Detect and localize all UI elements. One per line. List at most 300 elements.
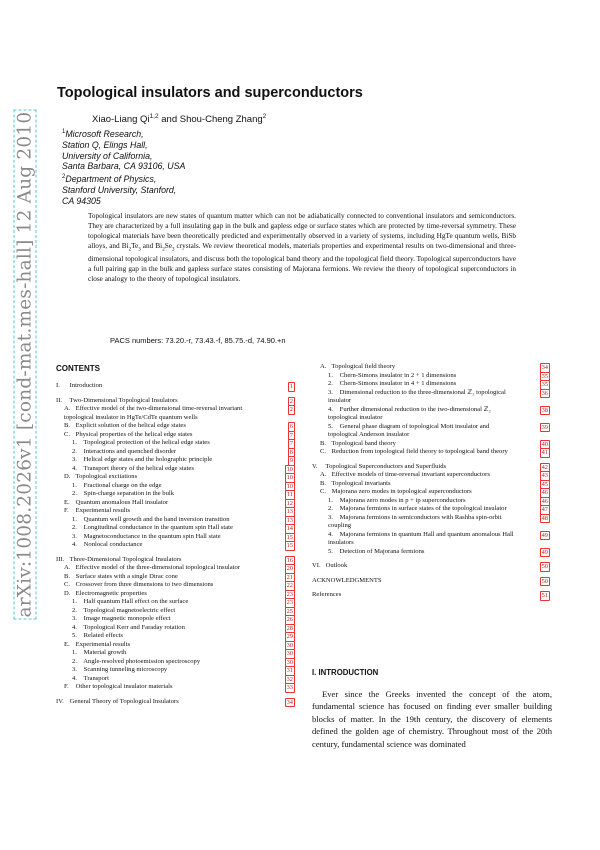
toc-entry-number: 3.: [72, 666, 77, 673]
toc-entry-label: Surface states with a single Dirac cone: [75, 572, 178, 580]
toc-entry[interactable]: [312, 497, 550, 506]
toc-entry[interactable]: [56, 607, 295, 616]
pacs-numbers: PACS numbers: 73.20.-r, 73.43.-f, 85.75.-d, 74.90.+n: [110, 336, 286, 345]
toc-entry-text: [64, 499, 269, 508]
toc-entry-number: 4.: [328, 405, 333, 413]
toc-entry-label: Chern-Simons insulator in 2 + 1 dimensions: [339, 371, 457, 379]
toc-entry-text: [328, 505, 518, 514]
toc-entry-text: [72, 456, 262, 465]
toc-entry-number: F.: [64, 683, 69, 690]
toc-entry-text: [320, 448, 525, 457]
toc-entry[interactable]: [56, 658, 295, 667]
toc-entry[interactable]: [56, 666, 295, 675]
toc-entry-text: [64, 564, 269, 573]
toc-entry[interactable]: [312, 591, 550, 600]
toc-entry-label: Fractional charge on the edge: [83, 481, 162, 489]
affiliation-text: CA 94305: [62, 195, 101, 206]
toc-entry-label: ACKNOWLEDGMENTS: [312, 576, 382, 584]
toc-page-link[interactable]: 30: [286, 641, 293, 649]
toc-entry-label: Material growth: [83, 649, 127, 656]
toc-entry-label: Other topological insulator materials: [75, 683, 173, 690]
toc-entry[interactable]: [56, 581, 295, 590]
toc-page-link[interactable]: 39: [541, 423, 548, 431]
affiliation-line: [62, 151, 185, 162]
toc-entry-label: Topological protection of the helical edge states: [83, 439, 210, 446]
toc-entry-text: [312, 591, 527, 600]
toc-entry-label: Magnetoconductance in the quantum spin Hall state: [83, 532, 221, 540]
toc-entry-label: Related effects: [83, 632, 123, 639]
author-2: and Shou-Cheng Zhang: [158, 114, 263, 126]
toc-page-link[interactable]: 43: [541, 472, 548, 479]
toc-entry-number: 4.: [72, 464, 77, 472]
toc-entry-text: [72, 448, 262, 457]
toc-page-link[interactable]: 7: [289, 431, 293, 439]
toc-entry-label: Two-Dimensional Topological Insulators: [69, 396, 178, 404]
toc-entry-label: Effective models of time-reversal invariant superconductors: [331, 471, 490, 478]
toc-entry-text: [72, 524, 262, 533]
arxiv-stamp[interactable]: [14, 111, 36, 620]
toc-entry[interactable]: [312, 505, 550, 514]
toc-entry-label: Further dimensional reduction to the two-dimensional ℤ₂ topological insulator: [328, 405, 491, 421]
toc-page-link[interactable]: 46: [541, 489, 548, 496]
author-1: Xiao-Liang Qi: [92, 114, 150, 126]
toc-entry[interactable]: [312, 440, 550, 449]
toc-page-link[interactable]: 36: [541, 389, 548, 397]
toc-entry-text: [72, 541, 262, 550]
toc-page-link[interactable]: 9: [289, 457, 293, 464]
toc-entry-text: [72, 482, 262, 491]
toc-page-link[interactable]: 23: [286, 599, 293, 606]
toc-page-link[interactable]: 10: [286, 474, 293, 481]
toc-entry-label: Introduction: [69, 382, 103, 389]
toc-entry-text: [56, 698, 271, 707]
abstract-part: Se: [164, 241, 172, 250]
toc-entry-number: E.: [64, 498, 70, 506]
toc-entry-label: References: [312, 591, 342, 598]
toc-entry[interactable]: [56, 448, 295, 457]
toc-entry-number: A.: [320, 363, 327, 370]
toc-entry-label: Outlook: [325, 562, 348, 569]
toc-entry-number: 1.: [72, 649, 77, 656]
toc-page-link[interactable]: 15: [286, 542, 293, 549]
toc-entry-label: Electromagnetic properties: [75, 589, 147, 597]
toc-entry-number: 2.: [72, 524, 77, 531]
toc-page-link[interactable]: 49: [541, 531, 548, 539]
toc-entry-number: A.: [64, 405, 71, 412]
toc-page-link[interactable]: 12: [286, 499, 293, 507]
intro-paragraph: Ever since the Greeks invented the concept of the atom, fundamental science has focused on finding ever smaller building blocks of matter. In the 19th century, the discovery of elements defined the golden age of chemistry. Throughout most of the 20th century, fundamental science was dominated: [312, 689, 552, 749]
toc-entry-text: [56, 382, 271, 391]
toc-entry-label: Physical properties of the helical edge states: [75, 430, 193, 438]
toc-entry-label: Topological band theory: [331, 439, 396, 447]
toc-page-link[interactable]: 38: [541, 406, 548, 414]
toc-entry[interactable]: [56, 465, 295, 474]
toc-entry[interactable]: [56, 456, 295, 465]
toc-entry-number: V.: [312, 462, 318, 470]
toc-entry[interactable]: [56, 490, 295, 499]
toc-page-link[interactable]: 13: [286, 508, 293, 515]
arxiv-stamp-text[interactable]: arXiv:1008.2026v1 [cond-mat.mes-hall] 12 Aug 2010: [14, 111, 36, 618]
toc-page-link[interactable]: 2: [289, 406, 293, 413]
toc-entry[interactable]: [56, 541, 295, 550]
author-1-affil: 1,2: [149, 113, 159, 120]
toc-entry-text: [328, 548, 518, 557]
toc-entry-number: B.: [320, 439, 327, 447]
toc-entry-label: Topological field theory: [331, 363, 396, 370]
toc-entry-text: [72, 666, 262, 675]
toc-entry-number: 2.: [72, 447, 77, 455]
toc-entry-number: 2.: [328, 380, 333, 387]
toc-entry[interactable]: [312, 389, 550, 406]
toc-page-link[interactable]: 41: [541, 449, 548, 456]
toc-entry-number: 3.: [72, 615, 77, 622]
toc-entry[interactable]: [56, 573, 295, 582]
toc-entry-label: Majorana fermions in surface states of the topological insulator: [339, 505, 507, 512]
affiliation-line: [62, 196, 185, 207]
toc-page-link[interactable]: 2: [289, 397, 293, 405]
toc-page-link[interactable]: 1: [289, 383, 293, 390]
toc-entry-number: B.: [320, 479, 327, 487]
toc-entry[interactable]: [56, 507, 295, 516]
toc-entry-text: [320, 363, 525, 372]
toc-entry-label: Quantum well growth and the band inversion transition: [83, 515, 230, 523]
affiliation-text: Station Q, Elings Hall,: [62, 139, 148, 150]
toc-entry-text: [64, 581, 269, 590]
toc-entry[interactable]: [312, 406, 550, 423]
abstract-part: crystals. We review theoretical models, materials properties and experimental results on two-dimensional and three-dimensional topological insulators, and discuss both the topological band theory and the topological field theory. Topological superconductors have a full pairing gap in the bulk and gapless surface states consisting of Majorana fermions. We review the theory of topological superconductors in close analogy to the theory of topological insulators.: [88, 241, 516, 283]
toc-page-link[interactable]: 11: [286, 491, 293, 498]
toc-entry-text: [320, 471, 525, 480]
toc-entry-number: C.: [320, 448, 327, 455]
toc-entry-number: 2.: [328, 505, 333, 512]
toc-page-link[interactable]: 6: [289, 423, 293, 430]
toc-entry[interactable]: [312, 488, 550, 497]
toc-entry-label: Majorana zero modes in topological superconductors: [331, 488, 472, 495]
toc-entry-text: [312, 577, 527, 586]
toc-entry-label: Quantum anomalous Hall insulator: [75, 498, 169, 506]
toc-entry[interactable]: [56, 382, 295, 391]
toc-entry-text: [56, 397, 271, 406]
toc-entry-text: [320, 480, 525, 489]
toc-entry-label: Experimental results: [75, 507, 131, 514]
toc-entry[interactable]: [56, 615, 295, 624]
toc-entry[interactable]: [56, 533, 295, 542]
toc-entry-number: A.: [64, 564, 71, 571]
toc-entry-text: [328, 531, 518, 548]
toc-entry-number: F.: [64, 507, 69, 514]
toc-page-link[interactable]: 51: [541, 592, 548, 599]
toc-entry-text: [328, 389, 518, 406]
toc-page-link[interactable]: 8: [289, 448, 293, 456]
toc-page-link[interactable]: 42: [541, 463, 548, 471]
affiliation-line: [62, 140, 185, 151]
toc-entry-label: Majorana fermions in quantum Hall and quantum anomalous Hall insulators: [328, 530, 514, 546]
toc-entry[interactable]: [56, 649, 295, 658]
toc-entry-text: [320, 488, 525, 497]
toc-entry[interactable]: [312, 363, 550, 372]
toc-page-link[interactable]: 16: [286, 556, 293, 564]
toc-entry-number: D.: [64, 589, 71, 597]
toc-entry[interactable]: [56, 499, 295, 508]
toc-entry-text: [64, 473, 269, 482]
affiliation-text: University of California,: [62, 150, 153, 161]
toc-entry[interactable]: [56, 564, 295, 573]
abstract-sub: 2: [128, 247, 132, 253]
toc-entry-number: 2.: [72, 606, 77, 614]
toc-entry[interactable]: [56, 698, 295, 707]
toc-page-link[interactable]: 22: [286, 582, 293, 589]
toc-entry-number: C.: [320, 488, 327, 495]
toc-entry[interactable]: [312, 471, 550, 480]
toc-page-link[interactable]: 49: [541, 548, 548, 556]
toc-entry[interactable]: [312, 577, 550, 586]
toc-entry-text: [328, 380, 518, 389]
toc-page-link[interactable]: 30: [286, 658, 293, 666]
toc-entry[interactable]: [56, 422, 295, 431]
author-line: [92, 113, 266, 125]
section-heading-introduction: I. INTRODUCTION: [312, 668, 379, 677]
toc-page-link[interactable]: 47: [541, 506, 548, 513]
toc-entry[interactable]: [312, 463, 550, 472]
abstract-sub: 3: [138, 247, 141, 253]
toc-entry-label: Crossover from three dimensions to two dimensions: [75, 581, 214, 588]
toc-page-link[interactable]: 13: [286, 516, 293, 524]
toc-entry-number: 3.: [72, 456, 77, 463]
toc-entry-label: Nonlocal conductance: [83, 541, 143, 548]
toc-entry[interactable]: [56, 397, 295, 406]
toc-entry-text: [72, 465, 262, 474]
toc-entry-label: Topological Kerr and Faraday rotation: [83, 623, 185, 631]
toc-entry[interactable]: [312, 380, 550, 389]
toc-entry-label: Majorana fermions in semiconductors with Rashba spin-orbit coupling: [328, 513, 502, 529]
toc-page-link[interactable]: 30: [286, 650, 293, 657]
toc-entry[interactable]: [56, 632, 295, 641]
toc-entry-text: [72, 649, 262, 658]
toc-entry[interactable]: [56, 556, 295, 565]
toc-entry-number: 3.: [328, 513, 333, 521]
toc-page-link[interactable]: 23: [286, 590, 293, 598]
toc-entry-label: Topological invariants: [331, 479, 391, 487]
toc-entry-label: Angle-resolved photoemission spectroscopy: [83, 657, 201, 665]
toc-page-link[interactable]: 31: [286, 667, 293, 674]
toc-entry-number: C.: [64, 581, 71, 588]
toc-entry-label: Majorana zero modes in p + ip superconductors: [339, 496, 466, 504]
toc-entry-label: Effective model of the three-dimensional topological insulator: [75, 564, 240, 571]
toc-entry-label: Helical edge states and the holographic principle: [83, 456, 213, 463]
toc-entry-number: C.: [64, 430, 71, 438]
toc-entry-text: [72, 607, 262, 616]
toc-page-link[interactable]: 48: [541, 514, 548, 522]
toc-entry[interactable]: [312, 531, 550, 548]
toc-entry-text: [328, 372, 518, 381]
toc-left-column: [56, 382, 295, 706]
abstract-part: and Bi: [140, 241, 163, 250]
toc-entry[interactable]: [312, 562, 550, 571]
toc-entry-text: [328, 423, 518, 440]
toc-page-link[interactable]: 34: [541, 364, 548, 371]
toc-entry-label: Reduction from topological field theory to topological band theory: [331, 448, 508, 455]
toc-page-link[interactable]: 10: [286, 482, 293, 490]
toc-entry-label: Topological Superconductors and Superfluids: [325, 462, 447, 470]
toc-page-link[interactable]: 50: [541, 563, 548, 570]
toc-entry-number: 1.: [328, 371, 333, 379]
affiliations: [62, 127, 185, 206]
toc-entry-number: 2.: [72, 657, 77, 665]
toc-entry-text: [72, 632, 262, 641]
toc-page-link[interactable]: 45: [541, 480, 548, 488]
toc-entry-text: [64, 422, 269, 431]
toc-page-link[interactable]: 26: [286, 616, 293, 623]
toc-entry-number: I.: [56, 382, 60, 389]
toc-entry-text: [64, 590, 269, 599]
toc-entry-label: Longitudinal conductance in the quantum spin Hall state: [83, 524, 233, 531]
toc-page-link[interactable]: 35: [541, 381, 548, 388]
toc-entry[interactable]: [312, 372, 550, 381]
toc-page-link[interactable]: 25: [286, 607, 293, 615]
toc-entry-number: VI.: [312, 562, 321, 569]
toc-entry-label: Scanning tunneling microscopy: [83, 666, 168, 673]
toc-entry-text: [64, 431, 269, 440]
toc-entry-number: 5.: [72, 632, 77, 639]
toc-entry-text: [64, 507, 269, 516]
toc-page-link[interactable]: 50: [541, 577, 548, 585]
toc-entry-label: General phase diagram of topological Mott insulator and topological Anderson insulator: [328, 422, 490, 438]
toc-page-link[interactable]: 29: [286, 633, 293, 640]
toc-entry-number: 3.: [72, 532, 77, 540]
toc-entry[interactable]: [56, 405, 295, 422]
toc-right-column: [312, 363, 550, 600]
toc-page-link[interactable]: 7: [289, 440, 293, 447]
author-2-affil: 2: [262, 113, 267, 120]
affiliation-text: Department of Physics,: [65, 174, 157, 185]
toc-page-link[interactable]: 28: [286, 624, 293, 632]
toc-entry-number: 2.: [72, 490, 77, 497]
affiliation-line: [62, 127, 185, 140]
paper-title: Topological insulators and superconductors: [57, 85, 363, 101]
toc-entry-text: [72, 598, 262, 607]
affiliation-text: Stanford University, Stanford,: [62, 184, 177, 195]
toc-entry[interactable]: [56, 473, 295, 482]
toc-entry-text: [72, 490, 262, 499]
toc-entry[interactable]: [56, 683, 295, 692]
abstract-part: Topological insulators are new states of quantum matter which can not be adiabatically connected to conventional insulators and semiconductors. They are characterized by a full insulating gap in the bulk and gapless edge or surface states which are protected by time-reversal symmetry. These topological materials have been theoretically predicted and experimentally observed in a variety of systems, including HgTe quantum wells, BiSb alloys, and Bi: [88, 212, 516, 250]
toc-entry-label: Half quantum Hall effect on the surface: [83, 598, 189, 605]
toc-entry[interactable]: [312, 423, 550, 440]
abstract: [88, 212, 516, 285]
affiliation-line: [62, 185, 185, 196]
toc-entry-text: [328, 406, 518, 423]
toc-entry[interactable]: [56, 516, 295, 525]
toc-entry-number: 1.: [328, 496, 333, 504]
toc-entry-number: 3.: [328, 388, 333, 396]
contents-heading: CONTENTS: [56, 364, 100, 373]
toc-entry[interactable]: [56, 641, 295, 650]
abstract-part: Te: [131, 241, 139, 250]
toc-page-link[interactable]: 20: [286, 565, 293, 572]
toc-entry-number: 5.: [328, 547, 333, 555]
toc-entry[interactable]: [56, 675, 295, 684]
toc-entry-number: D.: [64, 473, 71, 480]
toc-page-link[interactable]: 40: [541, 440, 548, 448]
toc-entry-number: II.: [56, 396, 63, 404]
toc-entry-number: 1.: [72, 481, 77, 489]
toc-entry-text: [72, 658, 262, 667]
toc-entry-number: 1.: [72, 598, 77, 605]
toc-entry-text: [72, 516, 262, 525]
affiliation-text: Microsoft Research,: [65, 128, 144, 139]
toc-entry[interactable]: [56, 482, 295, 491]
toc-entry-label: Detection of Majorana fermions: [339, 547, 425, 555]
toc-entry[interactable]: [56, 431, 295, 440]
toc-entry[interactable]: [56, 524, 295, 533]
toc-entry[interactable]: [312, 548, 550, 557]
toc-entry-text: [72, 439, 262, 448]
toc-entry-text: [328, 514, 518, 531]
toc-entry-number: A.: [320, 471, 327, 478]
toc-entry-number: 5.: [328, 422, 333, 430]
toc-entry[interactable]: [56, 590, 295, 599]
toc-entry[interactable]: [312, 480, 550, 489]
toc-entry-label: Image magnetic monopole effect: [83, 615, 171, 622]
toc-page-link[interactable]: 46: [541, 497, 548, 505]
toc-entry-label: Topological magnetoelectric effect: [83, 606, 176, 614]
toc-entry[interactable]: [312, 514, 550, 531]
abstract-sub: 3: [171, 247, 175, 253]
toc-entry-label: General Theory of Topological Insulators: [69, 697, 179, 705]
toc-entry-text: [328, 497, 518, 506]
toc-entry-label: Three-Dimensional Topological Insulators: [69, 555, 182, 563]
toc-entry-number: 4.: [72, 541, 77, 548]
toc-entry-label: Dimensional reduction to the three-dimensional ℤ₂ topological insulator: [328, 388, 506, 404]
toc-entry[interactable]: [56, 624, 295, 633]
toc-entry-text: [72, 624, 262, 633]
toc-page-link[interactable]: 32: [286, 675, 293, 683]
toc-entry-number: E.: [64, 640, 70, 648]
toc-page-link[interactable]: 14: [286, 525, 293, 532]
toc-entry-label: Transport theory of the helical edge states: [83, 464, 194, 472]
toc-page-link[interactable]: 10: [286, 465, 293, 473]
affiliation-text: Santa Barbara, CA 93106, USA: [62, 161, 186, 172]
toc-page-link[interactable]: 15: [286, 533, 293, 541]
toc-entry-text: [312, 562, 527, 571]
toc-entry-text: [64, 573, 269, 582]
toc-entry-label: Chern-Simons insulator in 4 + 1 dimensions: [339, 380, 457, 387]
toc-entry-text: [64, 405, 269, 422]
toc-entry[interactable]: [56, 439, 295, 448]
toc-entry-number: 1.: [72, 515, 77, 523]
toc-entry-number: IV.: [56, 697, 64, 705]
affiliation-marker: 2: [62, 174, 66, 181]
toc-entry-number: III.: [56, 555, 65, 563]
toc-page-link[interactable]: 35: [541, 372, 548, 380]
toc-entry-number: 1.: [72, 439, 77, 446]
toc-entry-number: 4.: [72, 623, 77, 631]
toc-entry[interactable]: [56, 598, 295, 607]
toc-entry-text: [64, 683, 269, 692]
toc-entry-number: 4.: [72, 674, 77, 682]
toc-entry[interactable]: [312, 448, 550, 457]
toc-entry-label: Transport: [83, 674, 109, 682]
toc-entry-label: Spin-charge separation in the bulk: [83, 490, 174, 497]
toc-entry-number: 4.: [328, 530, 333, 538]
toc-page-link[interactable]: 21: [286, 573, 293, 581]
toc-entry-text: [320, 440, 525, 449]
toc-page-link[interactable]: 34: [286, 698, 293, 706]
toc-entry-label: Experimental results: [75, 640, 131, 648]
affiliation-line: [62, 172, 185, 185]
affiliation-marker: 1: [62, 129, 66, 135]
toc-page-link[interactable]: 33: [286, 684, 293, 691]
